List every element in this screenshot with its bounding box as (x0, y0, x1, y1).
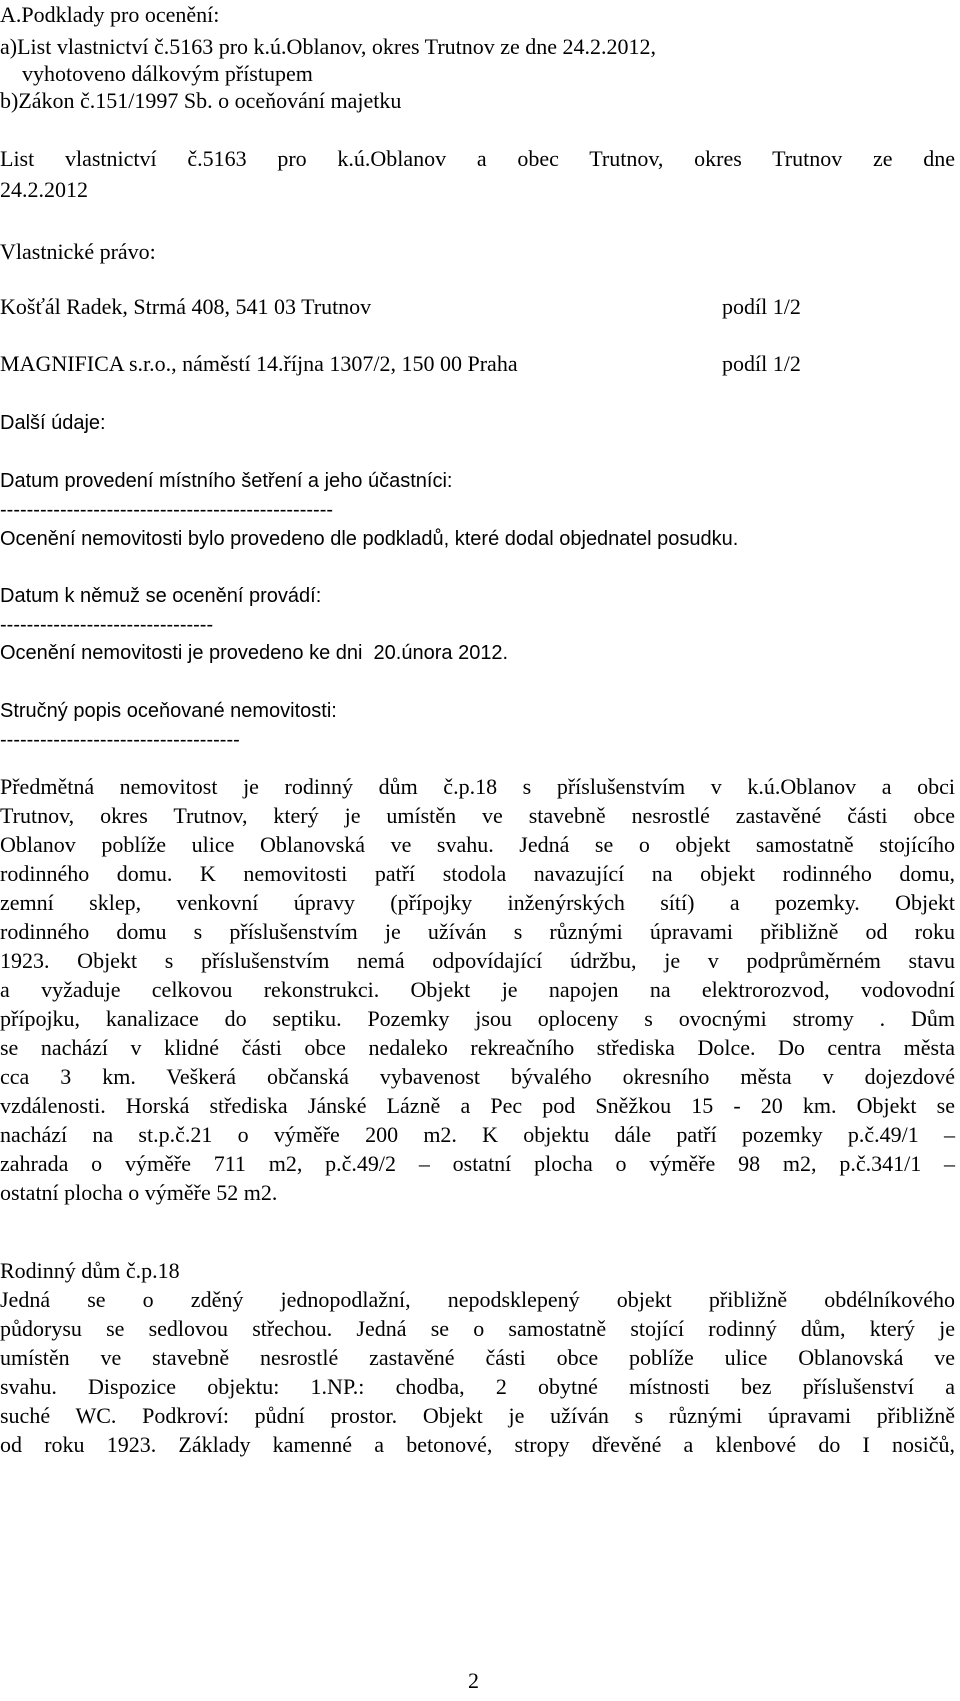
valuation-date-rule: -------------------------------- (0, 614, 214, 636)
ownership-label: Vlastnické právo: (0, 239, 156, 264)
description-line: 1923. Objekt s příslušenstvím nemá odpovídající údržbu, je v podprůměrném stavu (0, 948, 955, 973)
source-item-b: b)Zákon č.151/1997 Sb. o oceňování majetku (0, 88, 402, 113)
description-line: Trutnov, okres Trutnov, který je umístěn ve stavebně nesrostlé zastavěné části obce (0, 803, 955, 828)
description-line: se nachází v klidné části obce nedaleko rekreačního střediska Dolce. Do centra města (0, 1035, 955, 1060)
sources-heading: A.Podklady pro ocenění: (0, 2, 220, 27)
house-line: umístěn ve stavebně nesrostlé zastavěné části obce poblíže ulice Oblanovská ve (0, 1345, 955, 1370)
description-line: rodinného domu s příslušenstvím je užíván s různými úpravami přibližně od roku (0, 919, 955, 944)
description-line: zahrada o výměře 711 m2, p.č.49/2 – ostatní plocha o výměře 98 m2, p.č.341/1 – (0, 1151, 955, 1176)
valuation-date-text: Ocenění nemovitosti je provedeno ke dni 20.února 2012. (0, 642, 509, 664)
description-line: a vyžaduje celkovou rekonstrukci. Objekt je napojen na elektrorozvod, vodovodní (0, 977, 955, 1002)
description-line: Předmětná nemovitost je rodinný dům č.p.18 s příslušenstvím v k.ú.Oblanov a obci (0, 774, 955, 799)
additional-info-heading: Další údaje: (0, 412, 106, 434)
inspection-text: Ocenění nemovitosti bylo provedeno dle podkladů, které dodal objednatel posudku. (0, 528, 739, 550)
owner-2-name: MAGNIFICA s.r.o., náměstí 14.října 1307/2, 150 00 Praha (0, 351, 518, 376)
title-deed-line-1: List vlastnictví č.5163 pro k.ú.Oblanov a obec Trutnov, okres Trutnov ze dne (0, 146, 955, 171)
house-line: půdorysu se sedlovou střechou. Jedná se o samostatně stojící rodinný dům, který je (0, 1316, 955, 1341)
owner-1-share: podíl 1/2 (722, 294, 801, 319)
description-rule: ------------------------------------ (0, 729, 240, 751)
source-item-a-continuation: vyhotoveno dálkovým přístupem (22, 61, 313, 86)
valuation-date-heading: Datum k němuž se ocenění provádí: (0, 585, 322, 607)
description-line: rodinného domu. K nemovitosti patří stodola navazující na objekt rodinného domu, (0, 861, 955, 886)
house-heading: Rodinný dům č.p.18 (0, 1258, 180, 1283)
description-line: vzdálenosti. Horská střediska Jánské Lázně a Pec pod Sněžkou 15 - 20 km. Objekt se (0, 1093, 955, 1118)
house-line: od roku 1923. Základy kamenné a betonové, stropy dřevěné a klenbové do I nosičů, (0, 1432, 955, 1457)
description-line: cca 3 km. Veškerá občanská vybavenost bývalého okresního města v dojezdové (0, 1064, 955, 1089)
description-line: zemní sklep, venkovní úpravy (přípojky inženýrských sítí) a pozemky. Objekt (0, 890, 955, 915)
house-line: suché WC. Podkroví: půdní prostor. Objekt je užíván s různými úpravami přibližně (0, 1403, 955, 1428)
source-item-a: a)List vlastnictví č.5163 pro k.ú.Oblanov, okres Trutnov ze dne 24.2.2012, (0, 34, 657, 59)
description-heading: Stručný popis oceňované nemovitosti: (0, 700, 337, 722)
house-line: svahu. Dispozice objektu: 1.NP.: chodba, 2 obytné místnosti bez příslušenství a (0, 1374, 955, 1399)
owner-2-share: podíl 1/2 (722, 351, 801, 376)
inspection-heading: Datum provedení místního šetření a jeho účastníci: (0, 470, 453, 492)
inspection-rule: -------------------------------------------------- (0, 499, 334, 521)
title-deed-line-2: 24.2.2012 (0, 177, 88, 202)
description-line: přípojku, kanalizace do septiku. Pozemky jsou oploceny s ovocnými stromy . Dům (0, 1006, 955, 1031)
description-line: ostatní plocha o výměře 52 m2. (0, 1180, 278, 1205)
description-line: nachází na st.p.č.21 o výměře 200 m2. K objektu dále patří pozemky p.č.49/1 – (0, 1122, 955, 1147)
house-line: Jedná se o zděný jednopodlažní, nepodsklepený objekt přibližně obdélníkového (0, 1287, 955, 1312)
page-number: 2 (468, 1668, 479, 1693)
description-line: Oblanov poblíže ulice Oblanovská ve svahu. Jedná se o objekt samostatně stojícího (0, 832, 955, 857)
owner-1-name: Košťál Radek, Strmá 408, 541 03 Trutnov (0, 294, 372, 319)
